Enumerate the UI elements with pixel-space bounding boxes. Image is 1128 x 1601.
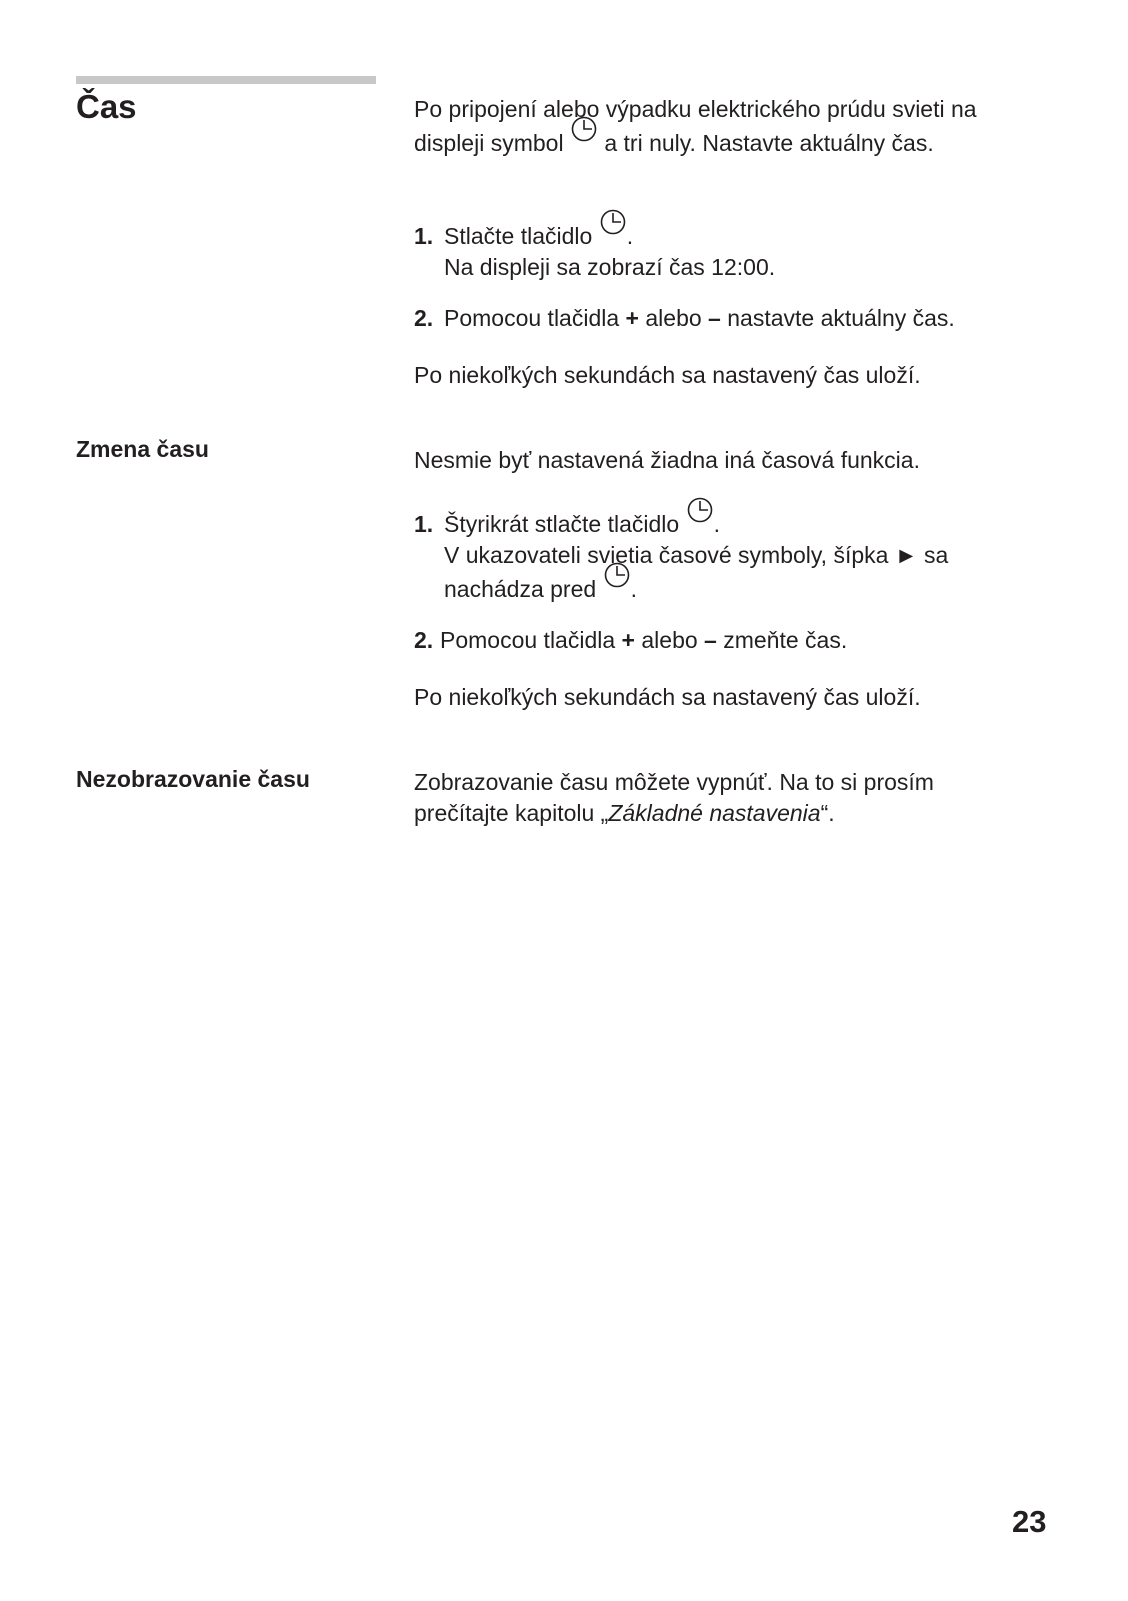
minus-symbol: –: [708, 305, 721, 331]
plus-symbol: +: [625, 305, 639, 331]
minus-symbol: –: [704, 627, 717, 653]
clock-icon: [570, 115, 598, 143]
hide-time-line-2: prečítajte kapitolu „Základné nastavenia“.: [414, 800, 835, 826]
set-time-closing: Po niekoľkých sekundách sa nastavený čas uloží.: [414, 362, 921, 388]
clock-icon: [603, 561, 631, 589]
intro-line-2: displeji symbol a tri nuly. Nastavte aktuálny čas.: [414, 125, 1054, 159]
hide-time-heading: Nezobrazovanie času: [76, 766, 310, 792]
chapter-reference: Základné nastavenia: [608, 800, 821, 826]
set-time-step-1-result: Na displeji sa zobrazí čas 12:00.: [444, 254, 776, 280]
change-time-step-1-detail-2: nachádza pred .: [414, 571, 1054, 605]
section-rule: [76, 76, 376, 84]
intro-line-1: Po pripojení alebo výpadku elektrického prúdu svieti na: [414, 96, 977, 122]
set-time-step-1: 1. Stlačte tlačidlo . Na displeji sa zobrazí čas 12:00.: [414, 218, 1054, 283]
hide-time-line-1: Zobrazovanie času môžete vypnúť. Na to si prosím: [414, 769, 934, 795]
plus-symbol: +: [621, 627, 635, 653]
intro-paragraph: [414, 94, 1054, 159]
change-time-step-2: 2. Pomocou tlačidla + alebo – zmeňte čas.: [414, 627, 848, 653]
hide-time-paragraph: [414, 767, 1054, 829]
change-time-step-1-detail: V ukazovateli svietia časové symboly, šípka ► sa: [444, 542, 949, 568]
page-title: Čas: [76, 88, 137, 125]
change-time-closing: Po niekoľkých sekundách sa nastavený čas uloží.: [414, 684, 921, 710]
page-number: 23: [1012, 1504, 1047, 1539]
change-time-heading: Zmena času: [76, 436, 209, 462]
clock-icon: [686, 496, 714, 524]
set-time-step-2: 2. Pomocou tlačidla + alebo – nastavte aktuálny čas.: [414, 305, 955, 331]
change-time-step-1: 1. Štyrikrát stlačte tlačidlo . V ukazovateli svietia časové symboly, šípka ► sa nachádza pred .: [414, 506, 1054, 605]
clock-icon: [599, 208, 627, 236]
change-time-intro: Nesmie byť nastavená žiadna iná časová funkcia.: [414, 447, 920, 473]
